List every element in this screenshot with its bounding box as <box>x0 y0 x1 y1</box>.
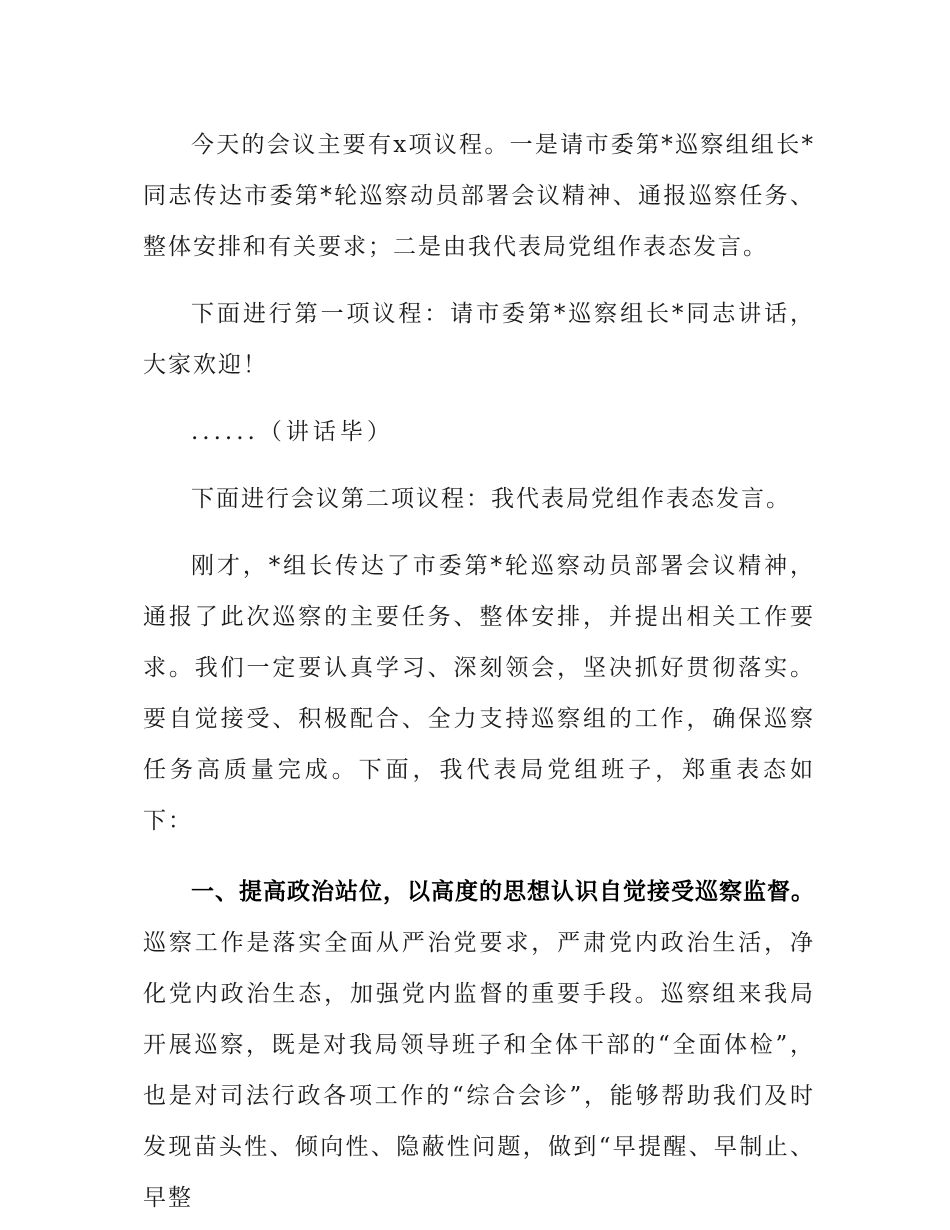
section-1-heading: 一、提高政治站位，以高度的思想认识自觉接受巡察监督。 <box>191 879 815 905</box>
section-1-body: 巡察工作是落实全面从严治党要求，严肃党内政治生活，净化党内政治生态，加强党内监督的重要手段。巡察组来我局开展巡察，既是对我局领导班子和全体干部的“全面体检”，也是对司法行政各项工作的“综合会诊”，能够帮助我们及时发现苗头性、倾向性、隐蔽性问题，做到“早提醒、早制止、早整 <box>143 930 815 1211</box>
paragraph-second-item: 下面进行会议第二项议程：我代表局党组作表态发言。 <box>191 486 791 512</box>
section-1-paragraph <box>143 867 815 1224</box>
paragraph-speech-end: ......（讲话毕） <box>191 419 394 445</box>
document-body <box>143 120 815 1224</box>
paragraph-agenda-overview: 今天的会议主要有x项议程。一是请市委第*巡察组组长*同志传达市委第*轮巡察动员部署会议精神、通报巡察任务、整体安排和有关要求；二是由我代表局党组作表态发言。 <box>143 132 815 260</box>
paragraph-first-item: 下面进行第一项议程：请市委第*巡察组长*同志讲话，大家欢迎！ <box>143 301 815 378</box>
paragraph-statement-intro: 刚才，*组长传达了市委第*轮巡察动员部署会议精神，通报了此次巡察的主要任务、整体安排，并提出相关工作要求。我们一定要认真学习、深刻领会，坚决抓好贯彻落实。要自觉接受、积极配合、全力支持巡察组的工作，确保巡察任务高质量完成。下面，我代表局党组班子，郑重表态如下： <box>143 553 815 834</box>
